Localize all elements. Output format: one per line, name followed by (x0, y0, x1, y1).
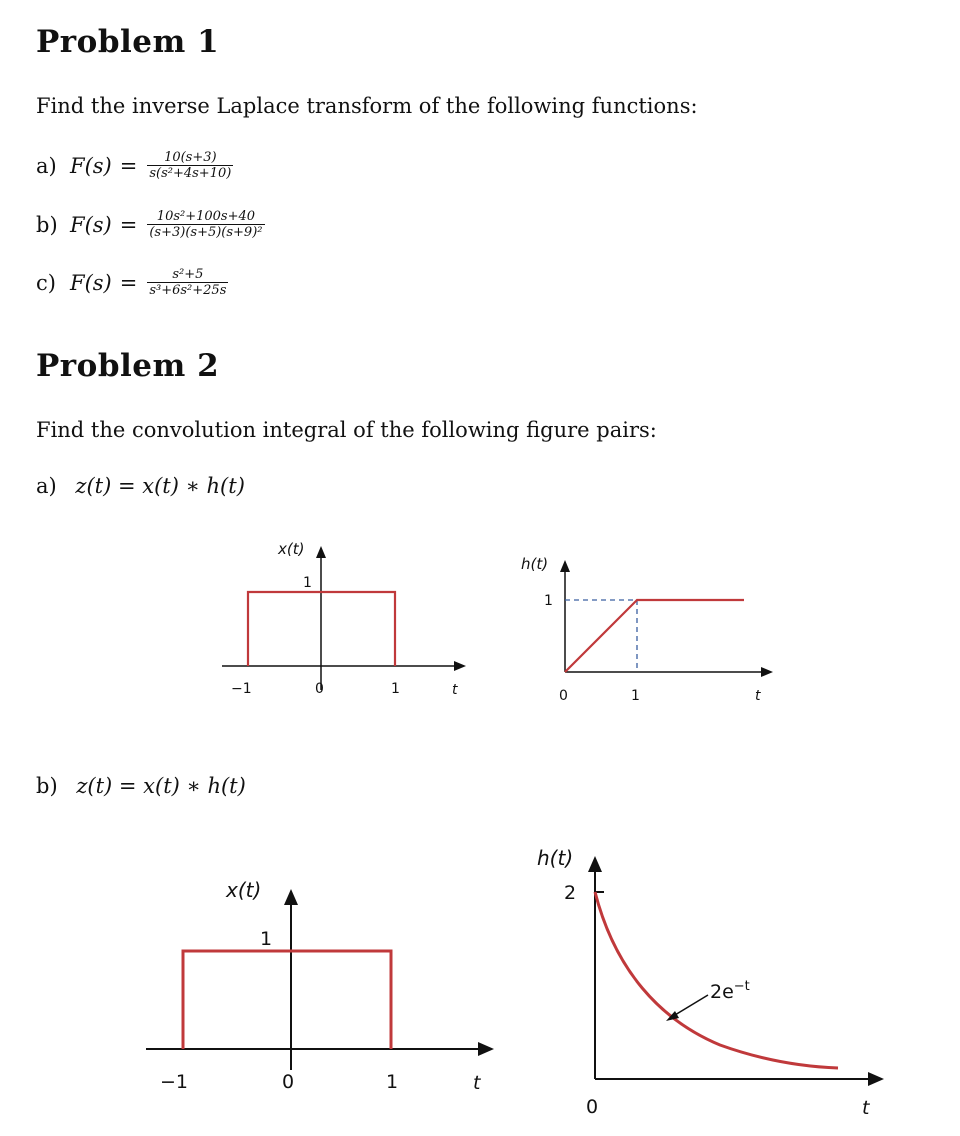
y-axis-label: x(t) (226, 878, 262, 902)
equals-sign: = (119, 212, 138, 237)
x-tick-label: −1 (160, 1071, 189, 1093)
annotation-exponent: −t (733, 979, 750, 994)
x-tick-label: 0 (282, 1071, 295, 1093)
x-axis-label: t (862, 1097, 870, 1119)
x-axis-label: t (473, 1072, 481, 1094)
curve-annotation (710, 979, 750, 1003)
numerator: 10(s+3) (164, 150, 217, 165)
signal-decay (595, 892, 838, 1068)
y-tick-label: 1 (544, 593, 553, 609)
equals-sign: = (119, 270, 138, 295)
x-tick-label: 0 (559, 688, 568, 704)
x-axis-label: t (452, 682, 458, 698)
convolution-formula: z(t) = x(t) ∗ h(t) (75, 474, 245, 498)
problem1-heading: Problem 1 (36, 24, 220, 60)
x-tick-label: 1 (391, 681, 400, 697)
annotation-base: 2e (710, 981, 734, 1003)
denominator: s³+6s²+25s (149, 283, 227, 298)
numerator: s²+5 (172, 267, 204, 282)
y-axis-label: h(t) (537, 846, 574, 870)
function-lhs: F(s) (70, 212, 112, 237)
denominator: (s+3)(s+5)(s+9)² (149, 225, 263, 240)
y-axis-label: x(t) (278, 540, 305, 558)
problem1-instruction: Find the inverse Laplace transform of the following functions: (36, 94, 698, 118)
part-label: a) (36, 474, 57, 498)
numerator: 10s²+100s+40 (156, 209, 256, 224)
item-label: c) (36, 270, 56, 295)
x-axis-arrow (868, 1072, 884, 1086)
y-axis-arrow (588, 856, 602, 872)
x-tick-label: 1 (386, 1071, 399, 1093)
x-tick-label: 0 (586, 1096, 599, 1118)
item-label: a) (36, 153, 57, 178)
x-tick-label: 0 (315, 681, 324, 697)
convolution-formula: z(t) = x(t) ∗ h(t) (76, 774, 246, 798)
y-tick-label: 1 (260, 928, 273, 950)
x-axis-label: t (755, 688, 761, 704)
y-tick-label: 2 (564, 882, 577, 904)
y-axis-label: h(t) (521, 555, 549, 573)
function-lhs: F(s) (70, 270, 112, 295)
problem2-heading: Problem 2 (36, 348, 220, 384)
x-tick-label: −1 (231, 681, 252, 697)
equals-sign: = (119, 153, 138, 178)
denominator: s(s²+4s+10) (149, 166, 232, 181)
problem2-instruction: Find the convolution integral of the following figure pairs: (36, 418, 657, 442)
item-label: b) (36, 212, 58, 237)
part-label: b) (36, 774, 58, 798)
function-lhs: F(s) (70, 153, 112, 178)
x-tick-label: 1 (631, 688, 640, 704)
y-tick-label: 1 (303, 575, 312, 591)
